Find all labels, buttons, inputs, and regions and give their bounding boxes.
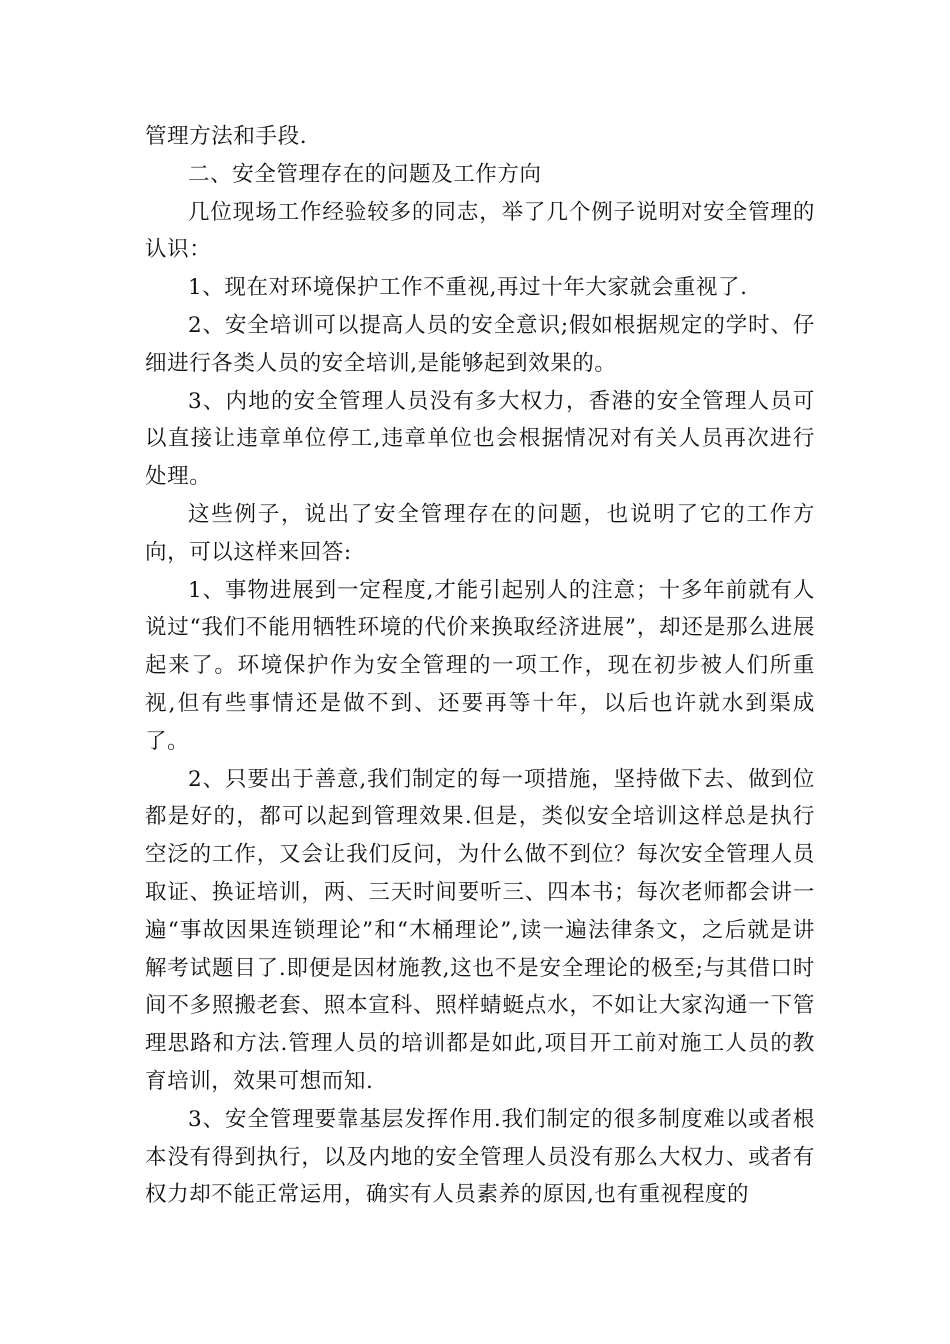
example-item-1: 1、现在对环境保护工作不重视,再过十年大家就会重视了.: [188, 275, 748, 301]
paragraph-7: 这些例子，说出了安全管理存在的问题，也说明了它的工作方向，可以这样来回答:: [145, 501, 815, 565]
example-item-2: 2、安全培训可以提高人员的安全意识;假如根据规定的学时、仔细进行各类人员的安全培训,是能够起到效果的。: [145, 312, 815, 376]
answer-item-1: 1、事物进展到一定程度,才能引起别人的注意；十多年前就有人说过“我们不能用牺牲环境的代价来换取经济进展”，却还是那么进展起来了。环境保护作为安全管理的一项工作，现在初步被人们所重视,但有些事情还是做不到、还要再等十年，以后也许就水到渠成了。: [145, 577, 815, 754]
paragraph-3: 几位现场工作经验较多的同志，举了几个例子说明对安全管理的认识：: [145, 199, 815, 263]
answer-item-2: 2、只要出于善意,我们制定的每一项措施，坚持做下去、做到位都是好的，都可以起到管理效果.但是，类似安全培训这样总是执行空泛的工作，又会让我们反问，为什么做不到位？每次安全管理人员取证、换证培训，两、三天时间要听三、四本书；每次老师都会讲一遍“事故因果连锁理论”和“木桶理论”,读一遍法律条文，之后就是讲解考试题目了.即便是因材施教,这也不是安全理论的极至;与其借口时间不多照搬老套、照本宣科、照样蜻蜓点水，不如让大家沟通一下管理思路和方法.管理人员的培训都是如此,项目开工前对施工人员的教育培训，效果可想而知.: [145, 766, 815, 1094]
paragraph-1: 管理方法和手段.: [145, 124, 308, 149]
document-body: [145, 118, 815, 1214]
answer-item-3: 3、安全管理要靠基层发挥作用.我们制定的很多制度难以或者根本没有得到执行，以及内地的安全管理人员没有那么大权力、或者有权力却不能正常运用，确实有人员素养的原因,也有重视程度的: [145, 1106, 815, 1208]
section-heading: 二、安全管理存在的问题及工作方向: [188, 161, 542, 187]
example-item-3: 3、内地的安全管理人员没有多大权力，香港的安全管理人员可以直接让违章单位停工,违章单位也会根据情况对有关人员再次进行处理。: [145, 388, 815, 490]
